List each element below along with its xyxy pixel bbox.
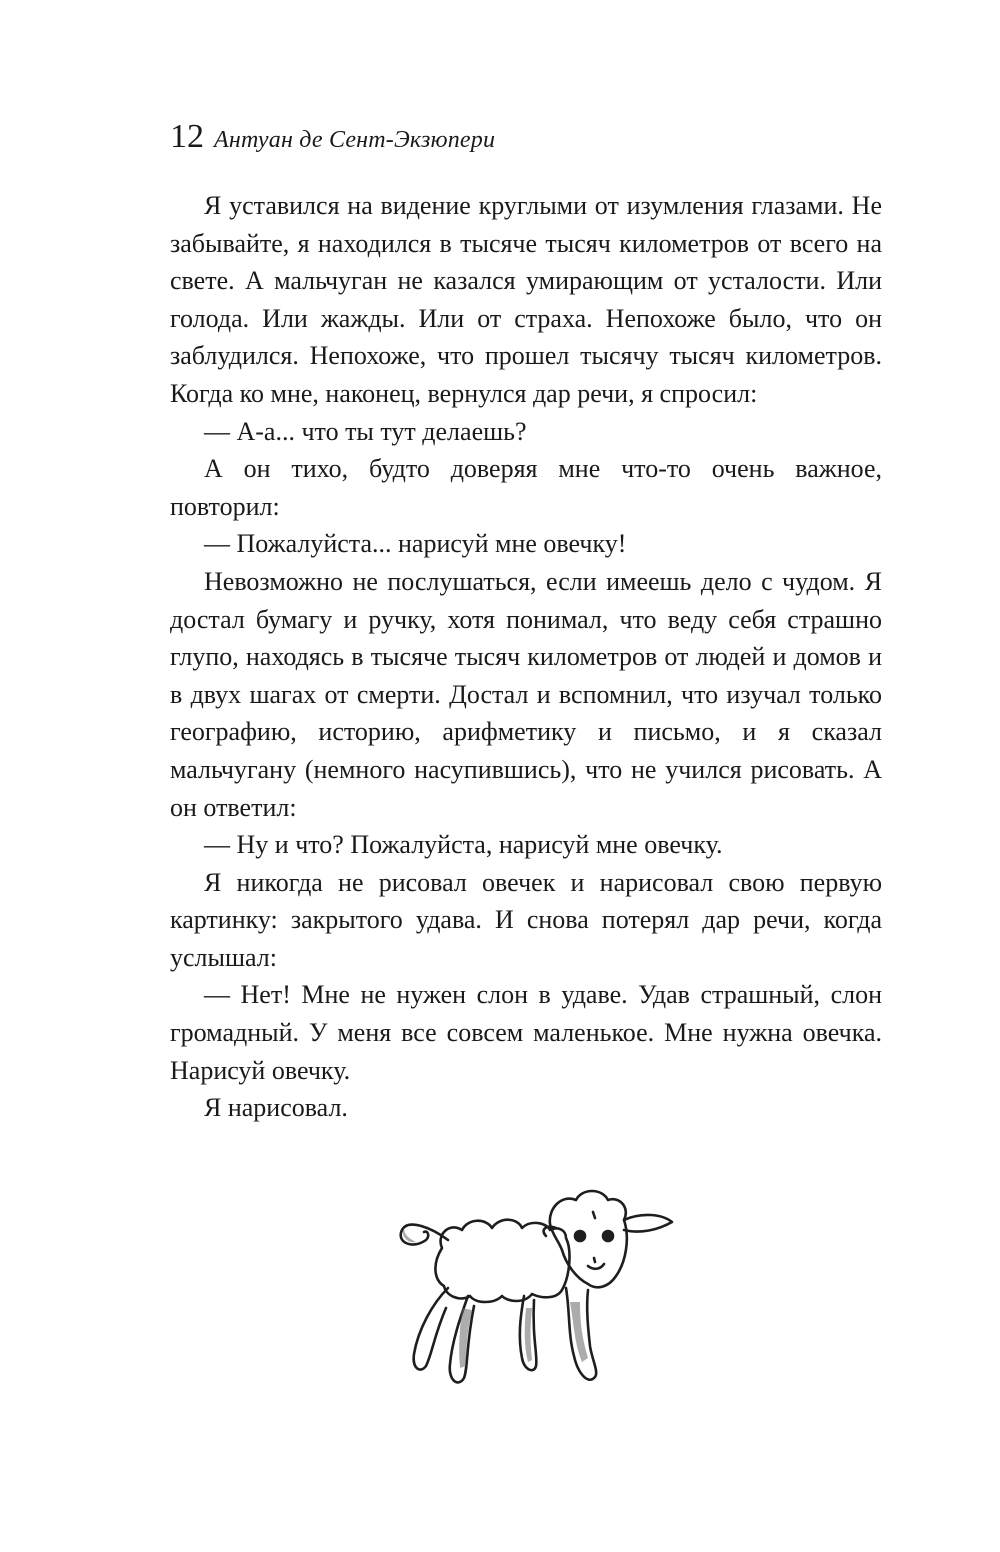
paragraph: А он тихо, будто доверяя мне что-то очень важное, повторил: <box>170 454 882 521</box>
page-number: 12 <box>170 118 204 155</box>
dialogue-line: — А-а... что ты тут делаешь? <box>204 416 527 446</box>
sheep-drawing-icon <box>390 1178 690 1408</box>
dialogue-line: — Ну и что? Пожалуйста, нарисуй мне овечку. <box>204 830 723 860</box>
book-author: Антуан де Сент-Экзюпери <box>214 127 496 153</box>
paragraph: Невозможно не послушаться, если имеешь дело с чудом. Я достал бумагу и ручку, хотя понимал, что веду себя страшно глупо, находясь в тысяче тысяч километров от людей и домов и в двух шагах от смерти. Достал и вспомнил, что изучал только географию, историю, арифметику и письмо, и я сказал мальчугану (немного насупившись), что не учился рисовать. А он ответил: <box>170 566 882 822</box>
paragraph: Я нарисовал. <box>204 1093 348 1123</box>
running-head <box>170 118 495 156</box>
paragraph: Я уставился на видение круглыми от изумления глазами. Не забывайте, я находился в тысяче тысяч километров от всего на свете. А мальчуган не казался умирающим от усталости. Или голода. Или жажды. Или от страха. Непохоже было, что он заблудился. Непохоже, что прошел тысячу тысяч километров. Когда ко мне, наконец, вернулся дар речи, я спросил: <box>170 191 882 408</box>
dialogue-line: — Пожалуйста... нарисуй мне овечку! <box>204 529 627 559</box>
paragraph: Я никогда не рисовал овечек и нарисовал свою первую картинку: закрытого удава. И снова потерял дар речи, когда услышал: <box>170 867 882 972</box>
dialogue-line: — Нет! Мне не нужен слон в удаве. Удав страшный, слон громадный. У меня все совсем маленькое. Мне нужна овечка. Нарисуй овечку. <box>170 980 882 1085</box>
body-text <box>170 187 882 1127</box>
